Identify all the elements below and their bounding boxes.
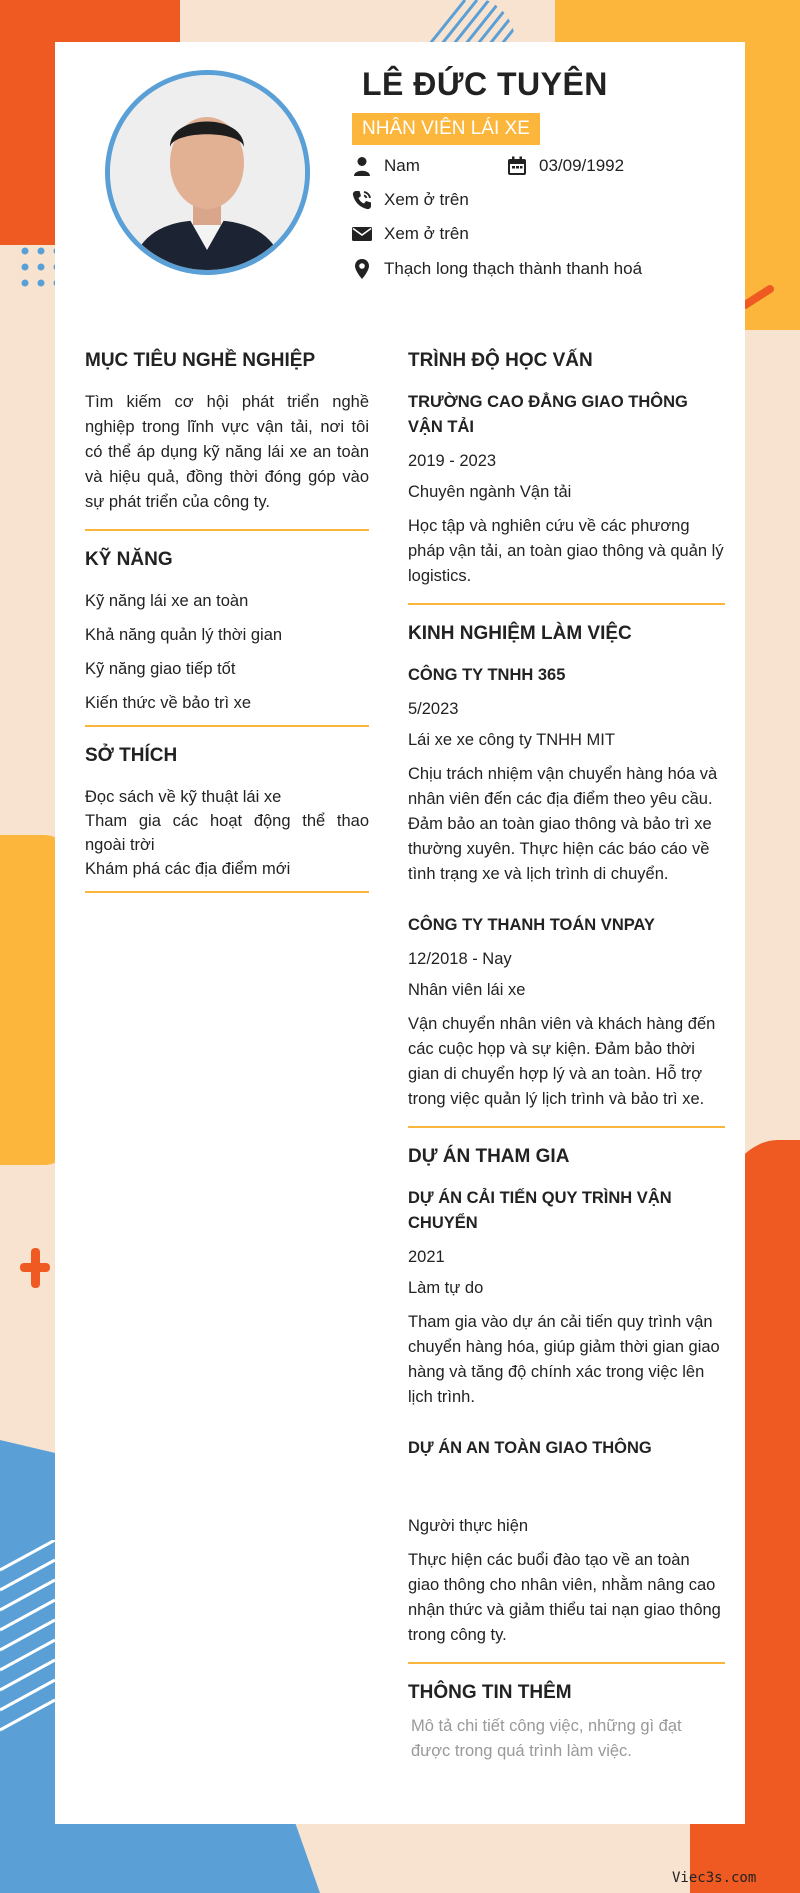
project-name: DỰ ÁN CẢI TIẾN QUY TRÌNH VẬN CHUYỂN <box>408 1189 672 1232</box>
project-role: Làm tự do <box>408 1279 484 1297</box>
right-column <box>408 350 725 1764</box>
company-name: CÔNG TY TNHH 365 <box>408 666 566 684</box>
phone-icon <box>352 190 372 210</box>
watermark: Viec3s.com <box>672 1870 757 1886</box>
education-description: Học tập và nghiên cứu về các phương pháp vận tải, an toàn giao thông và quản lý logistics. <box>408 517 724 585</box>
job-description: Chịu trách nhiệm vận chuyển hàng hóa và nhân viên đến các địa điểm theo yêu cầu. Đảm bảo an toàn giao thông và bảo trì xe thường xuyên. Thực hiện các báo cáo về tình trạng xe và lịch trình di chuyển. <box>408 765 718 883</box>
job-title-badge: NHÂN VIÊN LÁI XE <box>352 113 540 145</box>
project-item <box>408 1186 725 1410</box>
extra-info-title: THÔNG TIN THÊM <box>408 1682 572 1703</box>
address-value: Thạch long thạch thành thanh hoá <box>384 259 643 278</box>
project-description: Thực hiện các buổi đào tạo về an toàn giao thông cho nhân viên, nhằm nâng cao nhận thức và giảm thiểu tai nạn giao thông trong công ty. <box>408 1551 721 1644</box>
project-role: Người thực hiện <box>408 1517 529 1535</box>
job-period: 5/2023 <box>408 700 459 718</box>
experience-item <box>408 913 725 1112</box>
section-divider <box>408 1662 725 1664</box>
phone-value: Xem ở trên <box>384 190 469 209</box>
education-title: TRÌNH ĐỘ HỌC VẤN <box>408 350 593 371</box>
education-period: 2019 - 2023 <box>408 452 497 470</box>
deco-white-stripes <box>0 1540 60 1740</box>
projects-title: DỰ ÁN THAM GIA <box>408 1146 570 1167</box>
location-icon <box>352 259 372 279</box>
project-period <box>408 1473 725 1497</box>
hobbies-list <box>85 785 369 881</box>
left-column <box>85 350 369 911</box>
job-role: Lái xe xe công ty TNHH MIT <box>408 731 615 749</box>
objective-text: Tìm kiếm cơ hội phát triển nghề nghiệp trong lĩnh vực vận tải, nơi tôi có thể áp dụng kỹ năng lái xe an toàn và hiệu quả, đồng thời đóng góp vào sự phát triển của công ty. <box>85 393 369 511</box>
section-divider <box>85 529 369 531</box>
objective-title: MỤC TIÊU NGHỀ NGHIỆP <box>85 350 316 371</box>
experience-item <box>408 663 725 887</box>
job-role: Nhân viên lái xe <box>408 981 526 999</box>
gender-row <box>352 156 420 176</box>
email-value: Xem ở trên <box>384 224 469 243</box>
email-icon <box>352 224 372 244</box>
section-divider <box>85 725 369 727</box>
list-item: Đọc sách về kỹ thuật lái xe <box>85 788 282 806</box>
list-item: Tham gia các hoạt động thể thao ngoài trời <box>85 812 369 854</box>
list-item: Khám phá các địa điểm mới <box>85 860 291 878</box>
birthdate-row <box>507 156 624 176</box>
experience-title: KINH NGHIỆM LÀM VIỆC <box>408 623 632 644</box>
list-item: Kỹ năng lái xe an toàn <box>85 592 249 610</box>
avatar-portrait <box>110 75 305 270</box>
list-item: Kỹ năng giao tiếp tốt <box>85 660 236 678</box>
person-icon <box>352 156 372 176</box>
email-row <box>352 224 469 244</box>
job-description: Vận chuyển nhân viên và khách hàng đến các cuộc họp và sự kiện. Đảm bảo thời gian di chuyển hợp lý và an toàn. Hỗ trợ trong việc quản lý lịch trình và bảo trì xe. <box>408 1015 716 1108</box>
calendar-icon <box>507 156 527 176</box>
gender-value: Nam <box>384 156 420 175</box>
hobbies-title: SỞ THÍCH <box>85 745 178 766</box>
candidate-name: LÊ ĐỨC TUYÊN <box>362 66 608 102</box>
project-period: 2021 <box>408 1248 445 1266</box>
list-item: Khả năng quản lý thời gian <box>85 626 283 644</box>
job-period: 12/2018 - Nay <box>408 950 512 968</box>
education-major: Chuyên ngành Vận tải <box>408 483 572 501</box>
section-divider <box>408 603 725 605</box>
section-divider <box>85 891 369 893</box>
skills-list <box>85 589 369 715</box>
skills-title: KỸ NĂNG <box>85 549 173 570</box>
birthdate-value: 03/09/1992 <box>539 156 625 175</box>
phone-row <box>352 190 469 210</box>
deco-striped-circle-top <box>425 0 515 42</box>
school-name: TRƯỜNG CAO ĐẲNG GIAO THÔNG VẬN TẢI <box>408 393 688 436</box>
project-item <box>408 1436 725 1648</box>
avatar <box>105 70 310 275</box>
section-divider <box>408 1126 725 1128</box>
company-name: CÔNG TY THANH TOÁN VNPAY <box>408 916 655 934</box>
address-row <box>352 259 642 279</box>
deco-plus-sign <box>20 1248 50 1288</box>
project-description: Tham gia vào dự án cải tiến quy trình vận chuyển hàng hóa, giúp giảm thời gian giao hàng và tăng độ chính xác trong việc lên lịch trình. <box>408 1313 720 1406</box>
project-name: DỰ ÁN AN TOÀN GIAO THÔNG <box>408 1439 652 1457</box>
list-item: Kiến thức về bảo trì xe <box>85 694 252 712</box>
extra-info-placeholder: Mô tả chi tiết công việc, những gì đạt được trong quá trình làm việc. <box>411 1717 682 1760</box>
